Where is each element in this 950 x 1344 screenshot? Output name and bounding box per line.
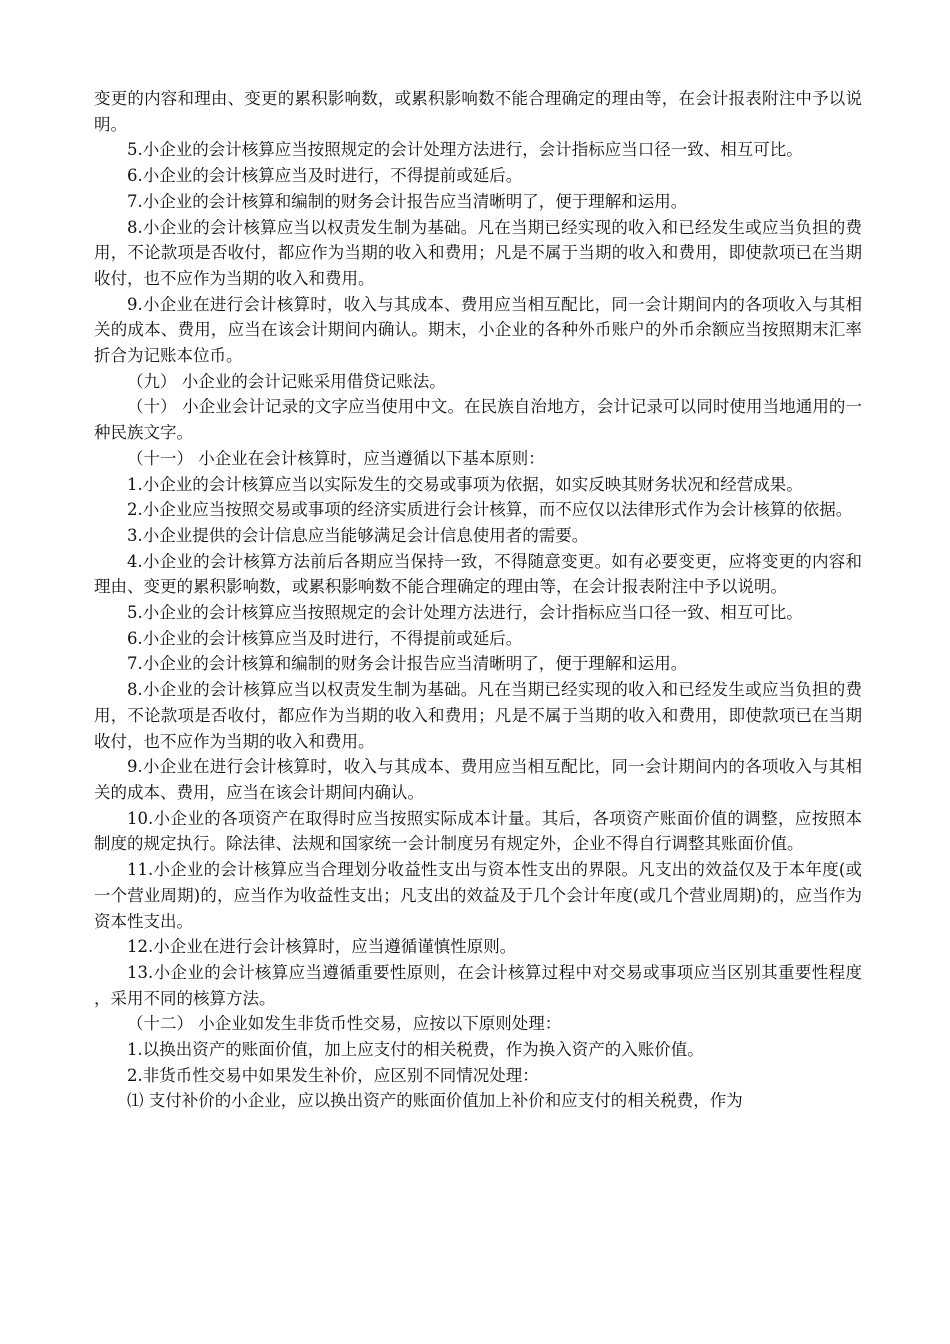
paragraph: 8.小企业的会计核算应当以权责发生制为基础。凡在当期已经实现的收入和已经发生或应当负担的费用，不论款项是否收付，都应作为当期的收入和费用；凡是不属于当期的收入和费用，即使款项已在当期收付，也不应作为当期的收入和费用。 [94, 680, 862, 751]
paragraph: 6.小企业的会计核算应当及时进行，不得提前或延后。 [127, 166, 523, 186]
paragraph: 7.小企业的会计核算和编制的财务会计报告应当清晰明了，便于理解和运用。 [127, 191, 688, 211]
paragraph: 变更的内容和理由、变更的累积影响数，或累积影响数不能合理确定的理由等，在会计报表附注中予以说明。 [94, 89, 862, 134]
paragraph: 2.非货币性交易中如果发生补价，应区别不同情况处理： [127, 1065, 539, 1085]
paragraph: 1.以换出资产的账面价值，加上应支付的相关税费，作为换入资产的入账价值。 [127, 1040, 704, 1060]
paragraph: 7.小企业的会计核算和编制的财务会计报告应当清晰明了，便于理解和运用。 [127, 654, 688, 674]
paragraph: 8.小企业的会计核算应当以权责发生制为基础。凡在当期已经实现的收入和已经发生或应当负担的费用，不论款项是否收付，都应作为当期的收入和费用；凡是不属于当期的收入和费用，即使款项已在当期收付，也不应作为当期的收入和费用。 [94, 217, 862, 288]
paragraph: 4.小企业的会计核算方法前后各期应当保持一致，不得随意变更。如有必要变更，应将变更的内容和理由、变更的累积影响数，或累积影响数不能合理确定的理由等，在会计报表附注中予以说明。 [94, 551, 862, 597]
section-heading: （九） 小企业的会计记账采用借贷记账法。 [127, 371, 446, 391]
section-heading: （十一） 小企业在会计核算时，应当遵循以下基本原则： [127, 448, 545, 468]
paragraph: 11.小企业的会计核算应当合理划分收益性支出与资本性支出的界限。凡支出的效益仅及于本年度(或一个营业周期)的，应当作为收益性支出；凡支出的效益及于几个会计年度(或几个营业周期)的，应当作为资本性支出。 [94, 860, 862, 931]
document-body [94, 86, 862, 1114]
paragraph: 3.小企业提供的会计信息应当能够满足会计信息使用者的需要。 [127, 525, 589, 545]
paragraph: 1.小企业的会计核算应当以实际发生的交易或事项为依据，如实反映其财务状况和经营成果。 [127, 474, 803, 494]
section-heading: （十） 小企业会计记录的文字应当使用中文。在民族自治地方，会计记录可以同时使用当地通用的一种民族文字。 [94, 397, 862, 443]
paragraph: 2.小企业应当按照交易或事项的经济实质进行会计核算，而不应仅以法律形式作为会计核算的依据。 [127, 500, 853, 520]
paragraph: 5.小企业的会计核算应当按照规定的会计处理方法进行，会计指标应当口径一致、相互可比。 [127, 140, 803, 160]
paragraph: 12.小企业在进行会计核算时，应当遵循谨慎性原则。 [127, 937, 517, 957]
paragraph: 5.小企业的会计核算应当按照规定的会计处理方法进行，会计指标应当口径一致、相互可比。 [127, 603, 803, 623]
paragraph: ⑴ 支付补价的小企业，应以换出资产的账面价值加上补价和应支付的相关税费，作为 [127, 1091, 743, 1111]
paragraph: 10.小企业的各项资产在取得时应当按照实际成本计量。其后，各项资产账面价值的调整，应按照本制度的规定执行。除法律、法规和国家统一会计制度另有规定外，企业不得自行调整其账面价值。 [94, 808, 862, 854]
paragraph: 13.小企业的会计核算应当遵循重要性原则，在会计核算过程中对交易或事项应当区别其重要性程度，采用不同的核算方法。 [94, 962, 862, 1008]
paragraph: 9.小企业在进行会计核算时，收入与其成本、费用应当相互配比，同一会计期间内的各项收入与其相关的成本、费用，应当在该会计期间内确认。 [94, 757, 862, 802]
section-heading: （十二） 小企业如发生非货币性交易，应按以下原则处理： [127, 1014, 562, 1034]
paragraph: 9.小企业在进行会计核算时，收入与其成本、费用应当相互配比，同一会计期间内的各项收入与其相关的成本、费用，应当在该会计期间内确认。期末，小企业的各种外币账户的外币余额应当按照期末汇率折合为记账本位币。 [94, 294, 862, 366]
paragraph: 6.小企业的会计核算应当及时进行，不得提前或延后。 [127, 628, 523, 648]
